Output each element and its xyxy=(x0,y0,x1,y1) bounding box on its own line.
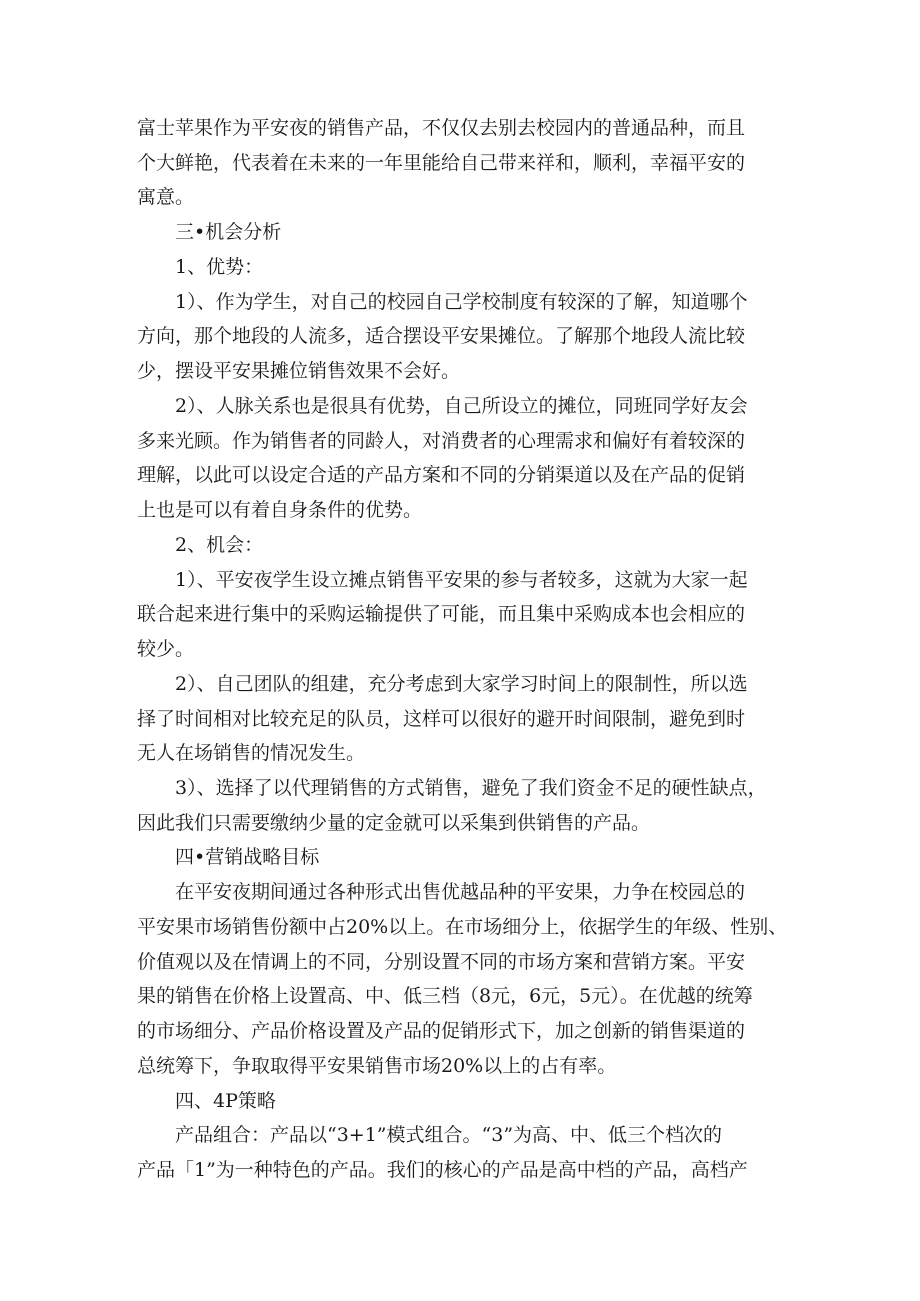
paragraph-line: 多来光顾。作为销售者的同龄人，对消费者的心理需求和偏好有着较深的 xyxy=(137,430,746,452)
paragraph-line: 个大鲜艳，代表着在未来的一年里能给自己带来祥和，顺利，幸福平安的 xyxy=(137,152,746,174)
paragraph-line: 2）、人脉关系也是很具有优势，自己所设立的摊位，同班同学好友会 xyxy=(175,395,748,417)
paragraph-line: 果的销售在价格上设置高、中、低三档（8元，6元，5元）。在优越的统筹 xyxy=(137,985,753,1007)
paragraph-line: 理解，以此可以设定合适的产品方案和不同的分销渠道以及在产品的促销 xyxy=(137,464,746,486)
paragraph-line: 较少。 xyxy=(137,638,195,660)
paragraph-line: 2）、自己团队的组建，充分考虑到大家学习时间上的限制性，所以选 xyxy=(175,673,748,695)
section-heading: 四、4P策略 xyxy=(175,1090,276,1112)
paragraph-line: 无人在场销售的情况发生。 xyxy=(137,742,366,764)
section-heading: 四•营销战略目标 xyxy=(175,846,320,868)
paragraph-line: 产品组合：产品以“3+1”模式组合。“3”为高、中、低三个档次的 xyxy=(175,1124,723,1146)
paragraph-line: 产品「1”为一种特色的产品。我们的核心的产品是高中档的产品，高档产 xyxy=(137,1159,748,1181)
paragraph-line: 寓意。 xyxy=(137,186,195,208)
paragraph-line: 3）、选择了以代理销售的方式销售，避免了我们资金不足的硬性缺点， xyxy=(175,777,767,799)
paragraph-line: 方向，那个地段的人流多，适合摆设平安果摊位。了解那个地段人流比较 xyxy=(137,325,746,347)
paragraph-line: 1）、作为学生，对自己的校园自己学校制度有较深的了解，知道哪个 xyxy=(175,291,748,313)
paragraph-line: 价值观以及在情调上的不同，分别设置不同的市场方案和营销方案。平安 xyxy=(137,951,746,973)
section-heading: 三•机会分析 xyxy=(175,221,282,243)
paragraph-line: 上也是可以有着自身条件的优势。 xyxy=(137,499,423,521)
subsection-heading: 2、机会： xyxy=(175,534,264,556)
paragraph-line: 因此我们只需要缴纳少量的定金就可以采集到供销售的产品。 xyxy=(137,812,651,834)
paragraph-line: 在平安夜期间通过各种形式出售优越品种的平安果，力争在校园总的 xyxy=(175,881,746,903)
paragraph-line: 少，摆设平安果摊位销售效果不会好。 xyxy=(137,360,461,382)
paragraph-line: 联合起来进行集中的采购运输提供了可能，而且集中采购成本也会相应的 xyxy=(137,603,746,625)
paragraph-line: 富士苹果作为平安夜的销售产品，不仅仅去别去校园内的普通品种，而且 xyxy=(137,117,746,139)
subsection-heading: 1、优势： xyxy=(175,256,264,278)
paragraph-line: 1）、平安夜学生设立摊点销售平安果的参与者较多，这就为大家一起 xyxy=(175,569,748,591)
paragraph-line: 平安果市场销售份额中占20%以上。在市场细分上，依据学生的年级、性别、 xyxy=(137,916,788,938)
paragraph-line: 的市场细分、产品价格设置及产品的促销形式下，加之创新的销售渠道的 xyxy=(137,1020,746,1042)
paragraph-line: 总统筹下，争取取得平安果销售市场20%以上的占有率。 xyxy=(137,1055,617,1077)
paragraph-line: 择了时间相对比较充足的队员，这样可以很好的避开时间限制，避免到时 xyxy=(137,708,746,730)
